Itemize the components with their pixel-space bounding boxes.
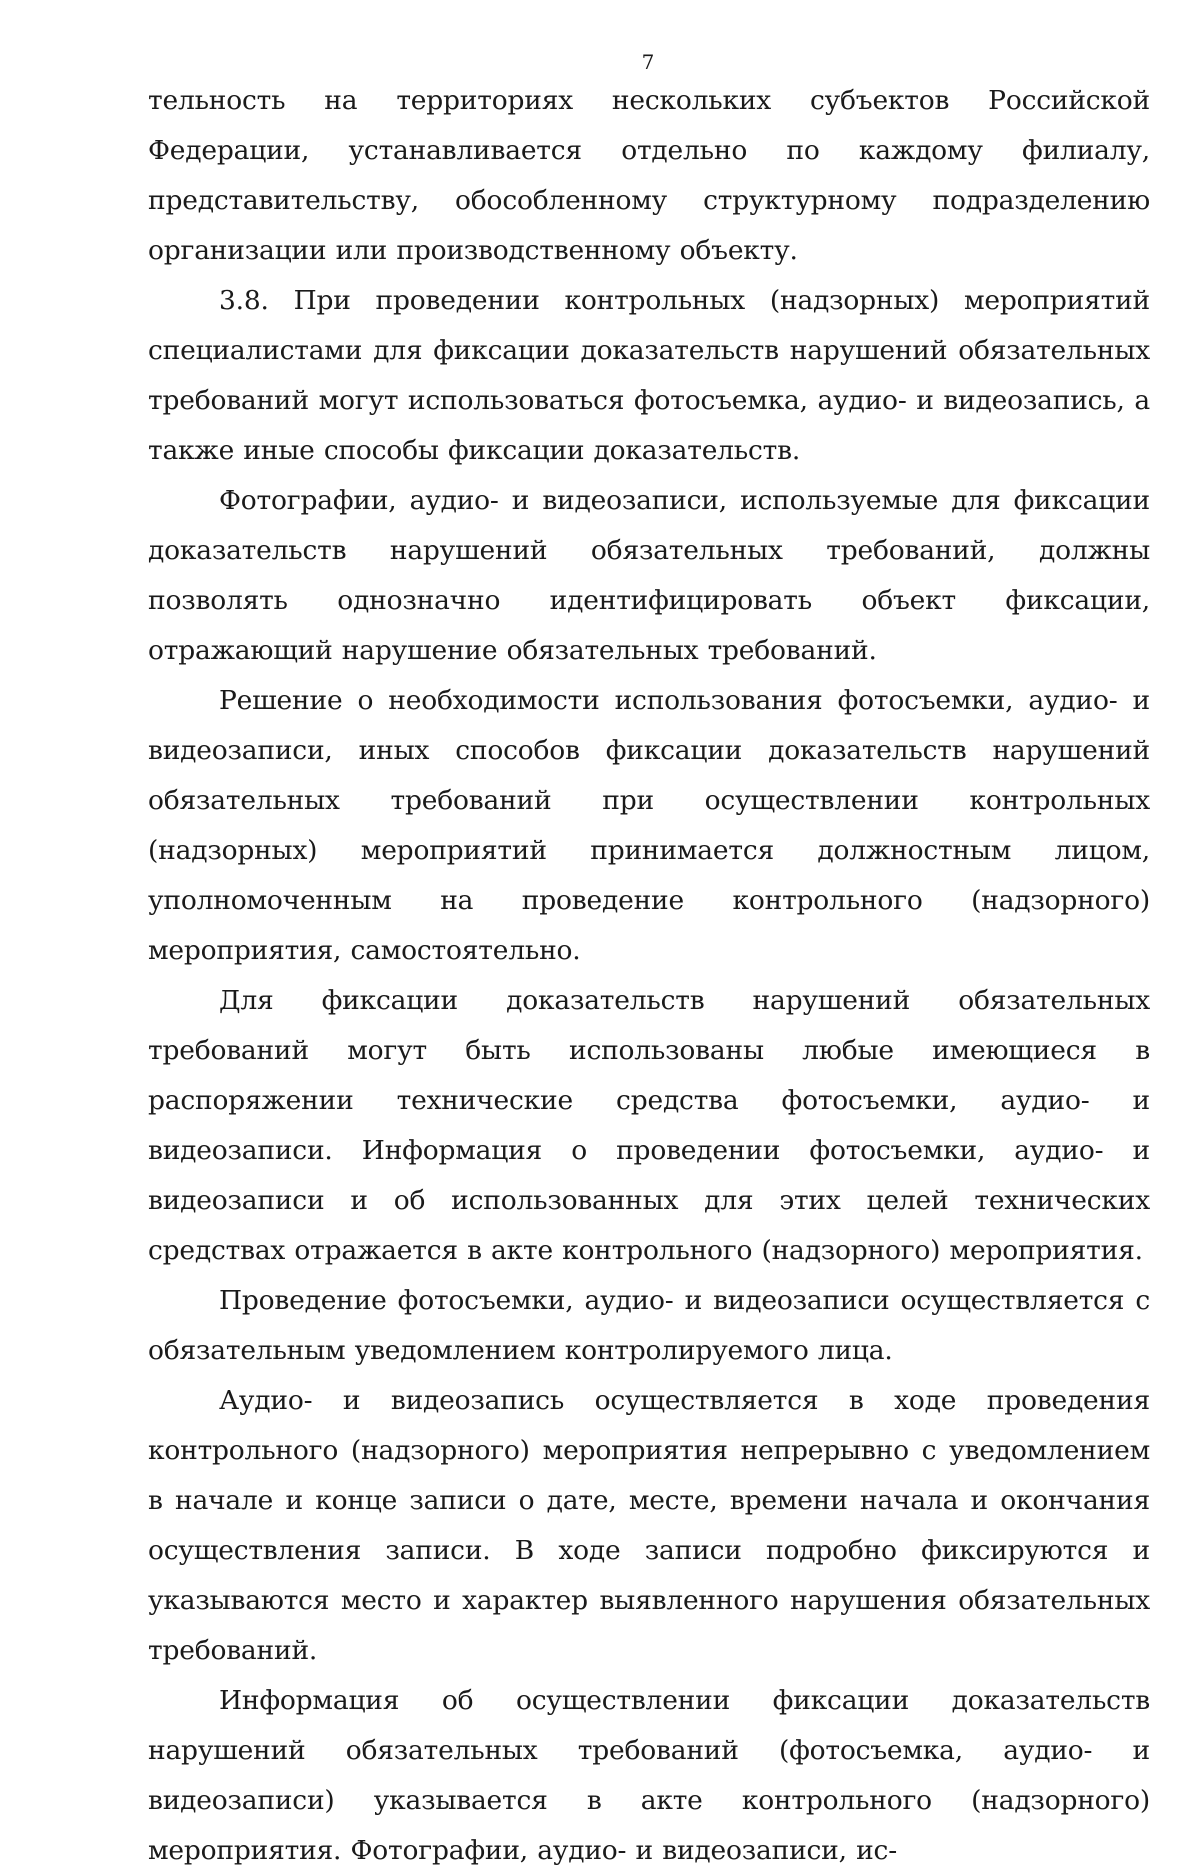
paragraph-act-information: Информация об осуществлении фиксации доказательств нарушений обязательных требований (фотосъемка, аудио- и видеозаписи) указывается в акте контрольного (надзорного) мероприятия. Фотографии, аудио- и видеозаписи, ис- [148, 1685, 1150, 1866]
document-body [148, 76, 1150, 1876]
paragraph-recording-procedure: Аудио- и видеозапись осуществляется в ходе проведения контрольного (надзорного) мероприятия непрерывно с уведомлением в начале и конце записи о дате, месте, времени начала и окончания осуществления записи. В ходе записи подробно фиксируются и указываются место и характер выявленного нарушения обязательных требований. [148, 1385, 1150, 1666]
paragraph-technical-means: Для фиксации доказательств нарушений обязательных требований могут быть использованы любые имеющиеся в распоряжении технические средства фотосъемки, аудио- и видеозаписи. Информация о проведении фотосъемки, аудио- и видеозаписи и об использованных для этих целей технических средствах отражается в акте контрольного (надзорного) мероприятия. [148, 985, 1150, 1266]
paragraph-decision: Решение о необходимости использования фотосъемки, аудио- и видеозаписи, иных способов фиксации доказательств нарушений обязательных требований при осуществлении контрольных (надзорных) мероприятий принимается должностным лицом, уполномоченным на проведение контрольного (надзорного) мероприятия, самостоятельно. [148, 685, 1150, 966]
paragraph-photos-requirements: Фотографии, аудио- и видеозаписи, используемые для фиксации доказательств нарушений обязательных требований, должны позволять однозначно идентифицировать объект фиксации, отражающий нарушение обязательных требований. [148, 485, 1150, 666]
paragraph-continuation: тельность на территориях нескольких субъектов Российской Федерации, устанавливается отдельно по каждому филиалу, представительству, обособленному структурному подразделению организации или производственному объекту. [148, 85, 1150, 266]
paragraph-notification: Проведение фотосъемки, аудио- и видеозаписи осуществляется с обязательным уведомлением контролируемого лица. [148, 1285, 1150, 1366]
page-number: 7 [641, 50, 655, 74]
paragraph-3-8: 3.8. При проведении контрольных (надзорных) мероприятий специалистами для фиксации доказательств нарушений обязательных требований могут использоваться фотосъемка, аудио- и видеозапись, а также иные способы фиксации доказательств. [148, 285, 1150, 466]
